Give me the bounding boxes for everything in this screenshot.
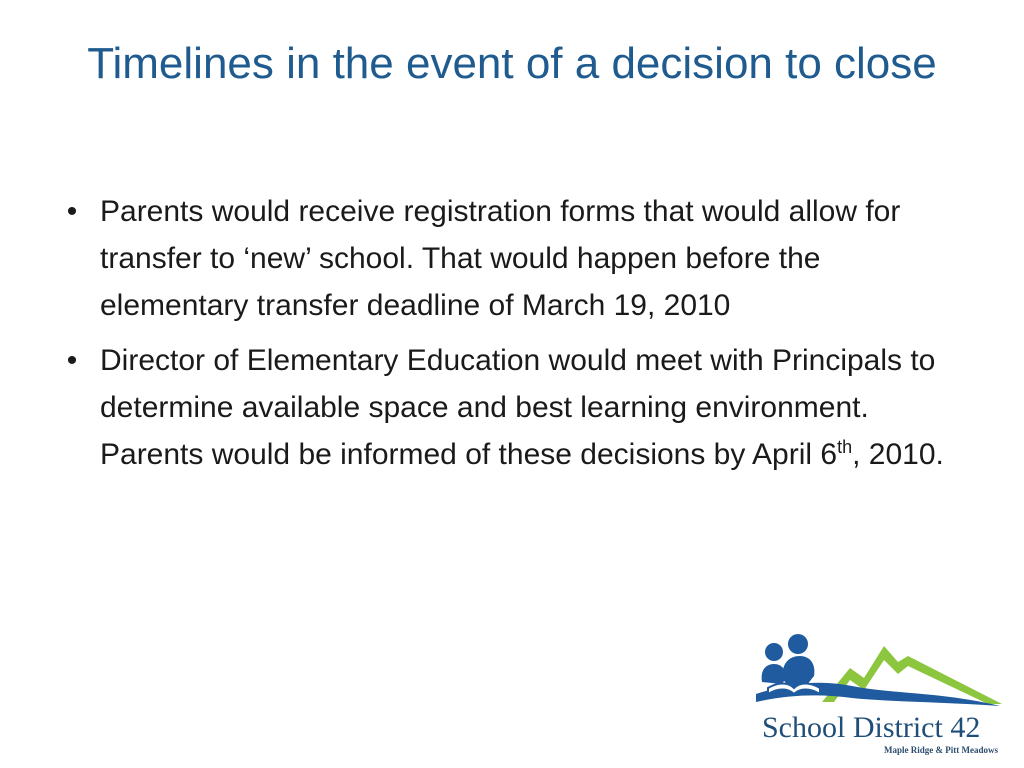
bullet-text-end: , 2010.	[852, 438, 944, 471]
school-district-logo	[752, 632, 1004, 760]
bullet-list	[58, 188, 968, 486]
bullet-marker: •	[66, 195, 78, 228]
bullet-item	[58, 337, 968, 478]
bullet-text: Director of Elementary Education would meet with Principals to determine available space and best learning environment. Parents would be informed of these decisions by April 6	[100, 344, 936, 471]
logo-name: School District 42	[762, 711, 981, 744]
figure-head-icon	[788, 634, 808, 654]
figure-body-icon	[782, 656, 814, 686]
slide-title: Timelines in the event of a decision to close	[87, 39, 937, 88]
bullet-item	[58, 188, 968, 329]
logo-graphic-icon	[752, 632, 1004, 716]
figure-head-icon	[765, 643, 783, 661]
logo-tagline: Maple Ridge & Pitt Meadows	[884, 745, 998, 755]
bullet-text: Parents would receive registration forms that would allow for transfer to ‘new’ school. That would happen before the elementary transfer deadline of March 19, 2010	[100, 195, 901, 322]
bullet-superscript: th	[837, 437, 853, 457]
bullet-marker: •	[66, 344, 78, 377]
